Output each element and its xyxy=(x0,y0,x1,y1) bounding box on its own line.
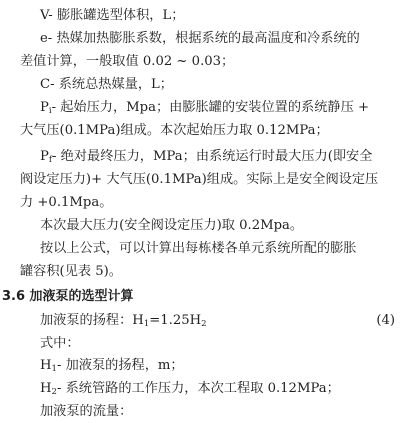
text-line: 加液泵的流量： xyxy=(40,404,133,419)
text-line: $H_2-$ 系统管路的工作压力，本次工程取 0.12MPa； xyxy=(40,381,340,397)
text-line: C- 系统总热媒量，L； xyxy=(40,77,173,92)
text-line: 罐容积(见表 5)。 xyxy=(20,264,122,279)
section-heading: 3.6 加液泵的选型计算 xyxy=(2,289,134,304)
text-line: $P_i-$ 起始压力，Mpa；由膨胀罐的安装位置的系统静压 + xyxy=(40,100,370,116)
text-line: 式中： xyxy=(40,336,80,351)
text-line: $P_f-$ 绝对最终压力，MPa；由系统运行时最大压力(即安全 xyxy=(40,149,373,165)
text-line: e- 热媒加热膨胀系数，根据系统的最高温度和冷系统的 xyxy=(40,31,360,46)
equation-number: (4) xyxy=(376,313,395,328)
text-line: 阀设定压力)+ 大气压(0.1MPa)组成。实际上是安全阀设定压 xyxy=(20,172,379,187)
text-line: 按以上公式，可以计算出每栋楼各单元系统所配的膨胀 xyxy=(40,241,357,256)
text-line: 差值计算，一般取值 0.02 ~ 0.03； xyxy=(20,54,235,69)
text-line: 力 +0.1Mpa。 xyxy=(20,195,113,210)
text-line: V- 膨胀罐选型体积，L； xyxy=(40,8,185,23)
text-line: 本次最大压力(安全阀设定压力)取 0.2Mpa。 xyxy=(40,218,304,233)
text-line: $H_1-$ 加液泵的扬程，m； xyxy=(40,358,184,374)
text-line: 大气压(0.1MPa)组成。本次起始压力取 0.12MPa； xyxy=(20,123,329,138)
equation-line: 加液泵的扬程：$H_1=1.25H_2$ (4) xyxy=(40,313,395,329)
